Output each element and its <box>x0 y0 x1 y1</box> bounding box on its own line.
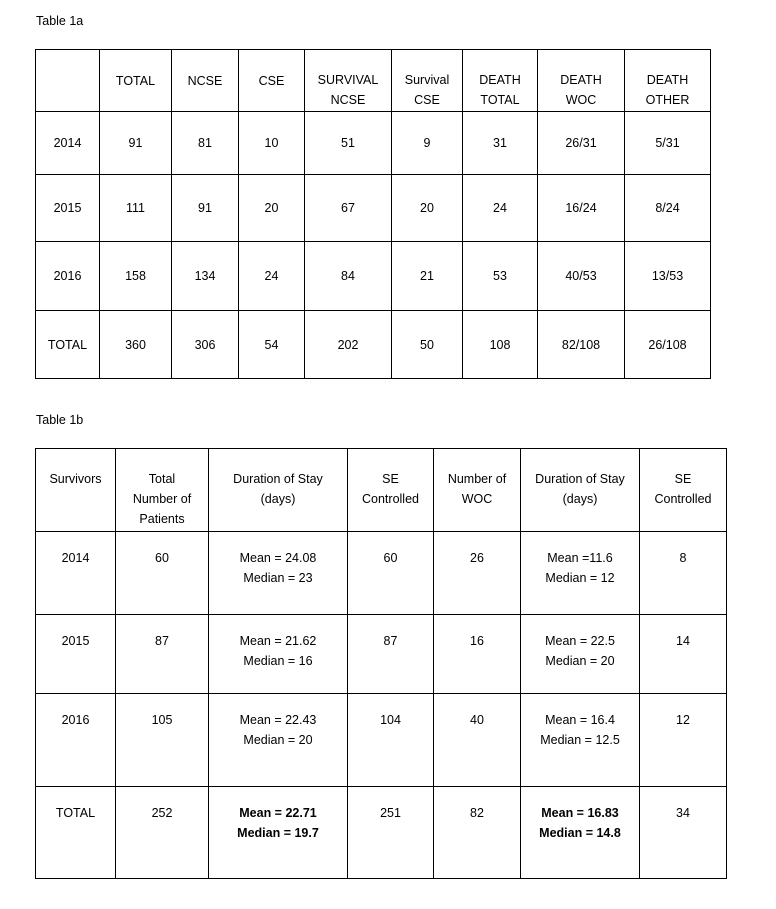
woc-stay-median: Median = 12 <box>545 571 615 585</box>
table-cell: 12 <box>640 694 727 787</box>
header-cell <box>463 50 538 112</box>
header-cell <box>172 50 239 112</box>
table-cell <box>209 532 348 615</box>
woc-stay-mean: Mean = 16.83 <box>541 806 619 820</box>
table-row <box>36 242 711 311</box>
header-label: Duration of Stay <box>535 472 625 486</box>
header-label: DEATH <box>479 73 521 87</box>
woc-stay-mean: Mean = 22.5 <box>545 634 615 648</box>
row-label: TOTAL <box>36 787 116 879</box>
table-1a-caption: Table 1a <box>36 14 84 28</box>
table-row <box>36 694 727 787</box>
table-cell <box>209 787 348 879</box>
stay-median: Median = 16 <box>243 654 313 668</box>
header-cell <box>538 50 625 112</box>
stay-median: Median = 20 <box>243 733 313 747</box>
header-cell <box>100 50 172 112</box>
row-label: 2015 <box>36 175 100 242</box>
table-cell: 54 <box>239 311 305 379</box>
header-label: Controlled <box>362 492 419 506</box>
table-cell: 87 <box>116 615 209 694</box>
table-cell: 31 <box>463 112 538 175</box>
header-label: CSE <box>414 93 440 107</box>
table-cell: 40/53 <box>538 242 625 311</box>
table-cell: 21 <box>392 242 463 311</box>
woc-stay-median: Median = 12.5 <box>540 733 620 747</box>
woc-stay-median: Median = 20 <box>545 654 615 668</box>
stay-mean: Mean = 21.62 <box>239 634 317 648</box>
table-cell: 5/31 <box>625 112 711 175</box>
table-cell: 134 <box>172 242 239 311</box>
table-cell: 82/108 <box>538 311 625 379</box>
table-cell: 81 <box>172 112 239 175</box>
table-row <box>36 175 711 242</box>
row-label: 2015 <box>36 615 116 694</box>
table-1b <box>35 448 727 879</box>
table-cell: 20 <box>239 175 305 242</box>
row-label: 2014 <box>36 532 116 615</box>
header-label: DEATH <box>646 73 689 87</box>
table-1a-header-row <box>36 50 711 112</box>
table-cell: 87 <box>348 615 434 694</box>
table-cell <box>521 694 640 787</box>
header-cell <box>392 50 463 112</box>
table-cell: 158 <box>100 242 172 311</box>
table-cell: 82 <box>434 787 521 879</box>
header-label: SE <box>674 472 692 486</box>
table-cell: 51 <box>305 112 392 175</box>
header-label: DEATH <box>560 73 602 87</box>
header-label: CSE <box>258 73 285 88</box>
table-cell <box>521 532 640 615</box>
table-cell: 104 <box>348 694 434 787</box>
table-cell: 251 <box>348 787 434 879</box>
row-label: TOTAL <box>36 311 100 379</box>
table-cell: 105 <box>116 694 209 787</box>
table-cell: 53 <box>463 242 538 311</box>
header-cell <box>116 449 209 532</box>
header-label: Survivors <box>49 472 102 486</box>
header-cell <box>239 50 305 112</box>
table-total-row <box>36 311 711 379</box>
header-label: TOTAL <box>115 73 156 88</box>
header-label: WOC <box>565 93 597 107</box>
table-cell: 9 <box>392 112 463 175</box>
table-cell: 91 <box>172 175 239 242</box>
row-label: 2016 <box>36 242 100 311</box>
woc-stay-median: Median = 14.8 <box>539 826 621 840</box>
table-row <box>36 532 727 615</box>
table-total-row <box>36 787 727 879</box>
table-cell: 26/108 <box>625 311 711 379</box>
table-cell: 360 <box>100 311 172 379</box>
header-cell <box>521 449 640 532</box>
table-cell: 84 <box>305 242 392 311</box>
table-cell: 20 <box>392 175 463 242</box>
header-cell <box>36 449 116 532</box>
header-label: WOC <box>461 492 493 506</box>
table-row <box>36 615 727 694</box>
header-label: TOTAL <box>480 93 520 107</box>
table-1b-caption: Table 1b <box>36 413 84 427</box>
stay-mean: Mean = 24.08 <box>239 551 317 565</box>
table-cell: 34 <box>640 787 727 879</box>
header-label: SE <box>382 472 399 486</box>
table-cell: 40 <box>434 694 521 787</box>
header-label: Total <box>148 472 176 486</box>
table-cell: 60 <box>348 532 434 615</box>
header-label: (days) <box>562 492 598 506</box>
table-cell <box>521 787 640 879</box>
table-cell <box>209 615 348 694</box>
table-row <box>36 112 711 175</box>
header-label: (days) <box>260 492 296 506</box>
table-cell: 50 <box>392 311 463 379</box>
table-cell: 91 <box>100 112 172 175</box>
table-cell: 8/24 <box>625 175 711 242</box>
table-cell: 8 <box>640 532 727 615</box>
table-cell: 202 <box>305 311 392 379</box>
header-label: Controlled <box>654 492 712 506</box>
stay-mean: Mean = 22.71 <box>239 806 317 820</box>
header-label: Duration of Stay <box>233 472 323 486</box>
table-cell <box>521 615 640 694</box>
table-cell: 26/31 <box>538 112 625 175</box>
header-cell <box>640 449 727 532</box>
header-label: Number of <box>132 492 192 506</box>
table-cell: 24 <box>239 242 305 311</box>
woc-stay-mean: Mean =11.6 <box>547 551 613 565</box>
table-cell: 13/53 <box>625 242 711 311</box>
stay-mean: Mean = 22.43 <box>239 713 317 727</box>
header-label: Patients <box>139 512 185 526</box>
stay-median: Median = 19.7 <box>237 826 319 840</box>
table-cell: 26 <box>434 532 521 615</box>
header-label: SURVIVAL <box>317 73 379 87</box>
table-cell: 16 <box>434 615 521 694</box>
table-cell: 16/24 <box>538 175 625 242</box>
header-label: Number of <box>447 472 507 486</box>
table-cell <box>209 694 348 787</box>
row-label: 2016 <box>36 694 116 787</box>
header-label: NCSE <box>330 93 366 107</box>
header-cell <box>305 50 392 112</box>
table-cell: 67 <box>305 175 392 242</box>
header-label: NCSE <box>187 73 223 88</box>
table-cell: 108 <box>463 311 538 379</box>
row-label: 2014 <box>36 112 100 175</box>
table-cell: 60 <box>116 532 209 615</box>
header-cell <box>625 50 711 112</box>
header-cell <box>348 449 434 532</box>
table-cell: 10 <box>239 112 305 175</box>
header-cell <box>36 50 100 112</box>
table-cell: 14 <box>640 615 727 694</box>
header-cell <box>434 449 521 532</box>
woc-stay-mean: Mean = 16.4 <box>545 713 615 727</box>
table-cell: 111 <box>100 175 172 242</box>
header-label: Survival <box>404 73 450 87</box>
table-cell: 252 <box>116 787 209 879</box>
header-label: OTHER <box>645 93 690 107</box>
table-cell: 306 <box>172 311 239 379</box>
table-1b-header-row <box>36 449 727 532</box>
header-cell <box>209 449 348 532</box>
stay-median: Median = 23 <box>243 571 313 585</box>
table-cell: 24 <box>463 175 538 242</box>
table-1a <box>35 49 711 379</box>
